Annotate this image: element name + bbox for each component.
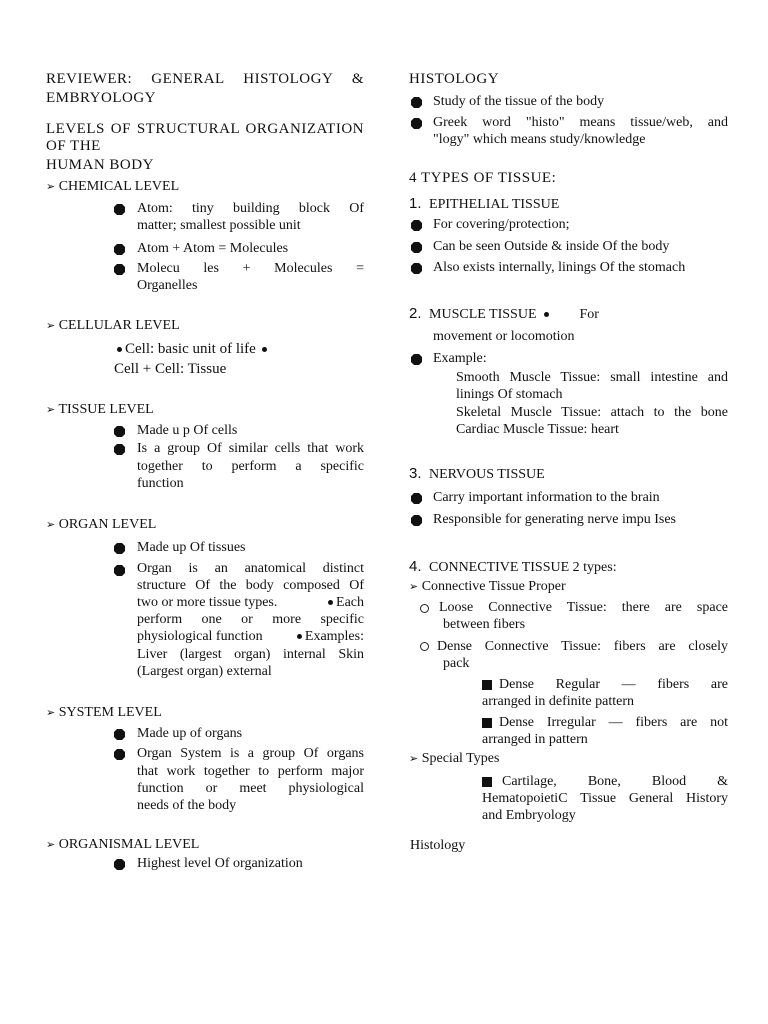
muscle-smooth-line-2: linings Of stomach — [456, 387, 563, 402]
bullet-icon — [411, 493, 422, 504]
chemical-bullet-3-line-1: Molecu les + Molecules = — [137, 261, 364, 276]
muscle-label: MUSCLE TISSUE — [429, 307, 537, 322]
organ-bullet-2-line-4: perform one or more specific — [137, 612, 364, 627]
special-line-1: Cartilage, Bone, Blood & — [502, 774, 728, 789]
chemical-bullet-3-line-2: Organelles — [137, 278, 198, 293]
tissue-bullet-1: Made u p Of cells — [137, 423, 238, 438]
special-line-2: HematopoietiC Tissue General History — [482, 791, 728, 806]
levels-heading-line-1: LEVELS OF STRUCTURAL ORGANIZATION — [46, 121, 364, 137]
chemical-bullet-2: Atom + Atom = Molecules — [137, 241, 289, 256]
title-line-1: REVIEWER: GENERAL HISTOLOGY & — [46, 71, 364, 87]
epithelial-bullet-3: Also exists internally, linings Of the stomach — [433, 260, 686, 275]
bullet-icon — [411, 220, 422, 231]
arrow-bullet-icon: ➢ — [409, 752, 419, 765]
bullet-dot-icon — [328, 600, 333, 605]
cellular-level-label: CELLULAR LEVEL — [58, 318, 180, 333]
nervous-bullet-1: Carry important information to the brain — [433, 490, 660, 505]
organ-bullet-2-line-3 — [137, 594, 364, 611]
bullet-icon — [114, 729, 125, 740]
chemical-bullet-1-line-2: matter; smallest possible unit — [137, 218, 301, 233]
nervous-bullet-2: Responsible for generating nerve impu Ises — [433, 512, 676, 527]
muscle-example-label: Example: — [433, 351, 487, 366]
bullet-icon — [114, 749, 125, 760]
system-bullet-2-line-3: function or meet physiological — [137, 781, 364, 796]
histology-heading: HISTOLOGY — [409, 71, 500, 87]
bullet-icon — [114, 444, 125, 455]
muscle-skeletal: Skeletal Muscle Tissue: attach to the bone — [456, 405, 728, 420]
cellular-line-2: Cell + Cell: Tissue — [114, 361, 227, 377]
connective-label: CONNECTIVE TISSUE 2 types: — [429, 560, 617, 575]
organ-bullet-2-line-1: Organ is an anatomical distinct — [137, 561, 364, 576]
organismal-level-label: ORGANISMAL LEVEL — [58, 837, 200, 852]
square-bullet-icon — [482, 777, 492, 787]
organ-bullet-2-line-3-end: Each — [336, 595, 364, 610]
bullet-dot-icon — [297, 634, 302, 639]
organ-level-label: ORGAN LEVEL — [58, 517, 157, 532]
bullet-dot-icon — [117, 347, 122, 352]
muscle-line-2: movement or locomotion — [433, 329, 575, 344]
dense-regular-line-1: Dense Regular — fibers are — [499, 677, 728, 692]
epithelial-bullet-2: Can be seen Outside & inside Of the body — [433, 239, 670, 254]
arrow-bullet-icon: ➢ — [46, 706, 56, 719]
bullet-icon — [114, 264, 125, 275]
organismal-bullet-1: Highest level Of organization — [137, 856, 303, 871]
histology-bullet-1: Study of the tissue of the body — [433, 94, 605, 109]
nervous-number: 3. — [409, 465, 422, 482]
nervous-heading — [409, 465, 545, 483]
dense-line-2: pack — [443, 656, 470, 671]
bullet-icon — [411, 118, 422, 129]
tissue-bullet-2-line-2: together to perform a specific — [137, 459, 364, 474]
title-line-2: EMBRYOLOGY — [46, 90, 157, 106]
organ-bullet-2-line-5-text: physiological function — [137, 629, 263, 644]
bullet-icon — [114, 859, 125, 870]
system-level-heading — [46, 704, 162, 721]
organ-level-heading — [46, 516, 156, 533]
organ-bullet-2-line-2: structure Of the body composed Of — [137, 578, 364, 593]
arrow-bullet-icon: ➢ — [409, 580, 419, 593]
chemical-bullet-1-line-1: Atom: tiny building block Of — [137, 201, 364, 216]
bullet-dot-icon — [262, 347, 267, 352]
bullet-icon — [114, 543, 125, 554]
arrow-bullet-icon: ➢ — [46, 403, 56, 416]
chemical-level-heading — [46, 178, 179, 195]
system-bullet-2-line-2: that work together to perform major — [137, 764, 364, 779]
organ-bullet-2-line-7: (Largest organ) external — [137, 664, 272, 679]
connective-heading — [409, 558, 617, 576]
bullet-dot-icon — [544, 312, 549, 317]
system-bullet-2-line-4: needs of the body — [137, 798, 237, 813]
square-bullet-icon — [482, 718, 492, 728]
organ-bullet-2-line-5 — [137, 628, 364, 645]
footer-text: Histology — [410, 838, 466, 853]
loose-line-2: between fibers — [443, 617, 526, 632]
circle-bullet-icon — [420, 642, 429, 651]
muscle-smooth-line-1: Smooth Muscle Tissue: small intestine and — [456, 370, 728, 385]
tissue-level-heading — [46, 401, 154, 418]
levels-heading-line-2: OF THE — [46, 138, 101, 154]
dense-irregular-line-1: Dense Irregular — fibers are not — [499, 715, 728, 730]
arrow-bullet-icon: ➢ — [46, 838, 56, 851]
bullet-icon — [411, 515, 422, 526]
bullet-icon — [114, 565, 125, 576]
organ-bullet-2-line-5-end: Examples: — [304, 629, 364, 644]
system-level-label: SYSTEM LEVEL — [58, 705, 162, 720]
histology-bullet-2-line-1: Greek word "histo" means tissue/web, and — [433, 115, 728, 130]
special-line-3: and Embryology — [482, 808, 576, 823]
bullet-icon — [411, 354, 422, 365]
dense-irregular-line-2: arranged in pattern — [482, 732, 588, 747]
cellular-level-heading — [46, 317, 180, 334]
arrow-bullet-icon: ➢ — [46, 319, 56, 332]
bullet-icon — [114, 426, 125, 437]
connective-number: 4. — [409, 558, 422, 575]
arrow-bullet-icon: ➢ — [46, 518, 56, 531]
muscle-cardiac: Cardiac Muscle Tissue: heart — [456, 422, 619, 437]
types-heading: 4 TYPES OF TISSUE: — [409, 170, 557, 186]
histology-bullet-2-line-2: "logy" which means study/knowledge — [433, 132, 646, 147]
cellular-line-1 — [114, 341, 270, 358]
chemical-level-label: CHEMICAL LEVEL — [58, 179, 180, 194]
muscle-number: 2. — [409, 305, 422, 322]
special-types-label: Special Types — [421, 751, 500, 766]
dense-regular-line-2: arranged in definite pattern — [482, 694, 634, 709]
organ-bullet-1: Made up Of tissues — [137, 540, 246, 555]
bullet-icon — [411, 97, 422, 108]
organ-bullet-2-line-6: Liver (largest organ) internal Skin — [137, 647, 364, 662]
dense-line-1: Dense Connective Tissue: fibers are closely — [437, 639, 728, 654]
epithelial-bullet-1: For covering/protection; — [433, 217, 570, 232]
epithelial-heading — [409, 195, 559, 213]
square-bullet-icon — [482, 680, 492, 690]
connective-proper-heading — [409, 578, 566, 595]
tissue-bullet-2-line-1: Is a group Of similar cells that work — [137, 441, 364, 456]
bullet-icon — [114, 204, 125, 215]
organismal-level-heading — [46, 836, 199, 853]
loose-line-1: Loose Connective Tissue: there are space — [439, 600, 728, 615]
bullet-icon — [411, 263, 422, 274]
levels-heading-line-3: HUMAN BODY — [46, 157, 154, 173]
muscle-for-text: For — [579, 307, 599, 322]
tissue-level-label: TISSUE LEVEL — [58, 402, 154, 417]
connective-proper-label: Connective Tissue Proper — [421, 579, 566, 594]
epithelial-number: 1. — [409, 195, 422, 212]
nervous-label: NERVOUS TISSUE — [429, 467, 545, 482]
bullet-icon — [411, 242, 422, 253]
arrow-bullet-icon: ➢ — [46, 180, 56, 193]
tissue-bullet-2-line-3: function — [137, 476, 184, 491]
circle-bullet-icon — [420, 604, 429, 613]
epithelial-label: EPITHELIAL TISSUE — [429, 197, 560, 212]
bullet-icon — [114, 244, 125, 255]
cellular-line-1-text: Cell: basic unit of life — [125, 341, 256, 357]
muscle-heading — [409, 305, 599, 323]
special-types-heading — [409, 750, 499, 767]
system-bullet-1: Made up of organs — [137, 726, 243, 741]
organ-bullet-2-line-3-text: two or more tissue types. — [137, 595, 278, 610]
system-bullet-2-line-1: Organ System is a group Of organs — [137, 746, 364, 761]
